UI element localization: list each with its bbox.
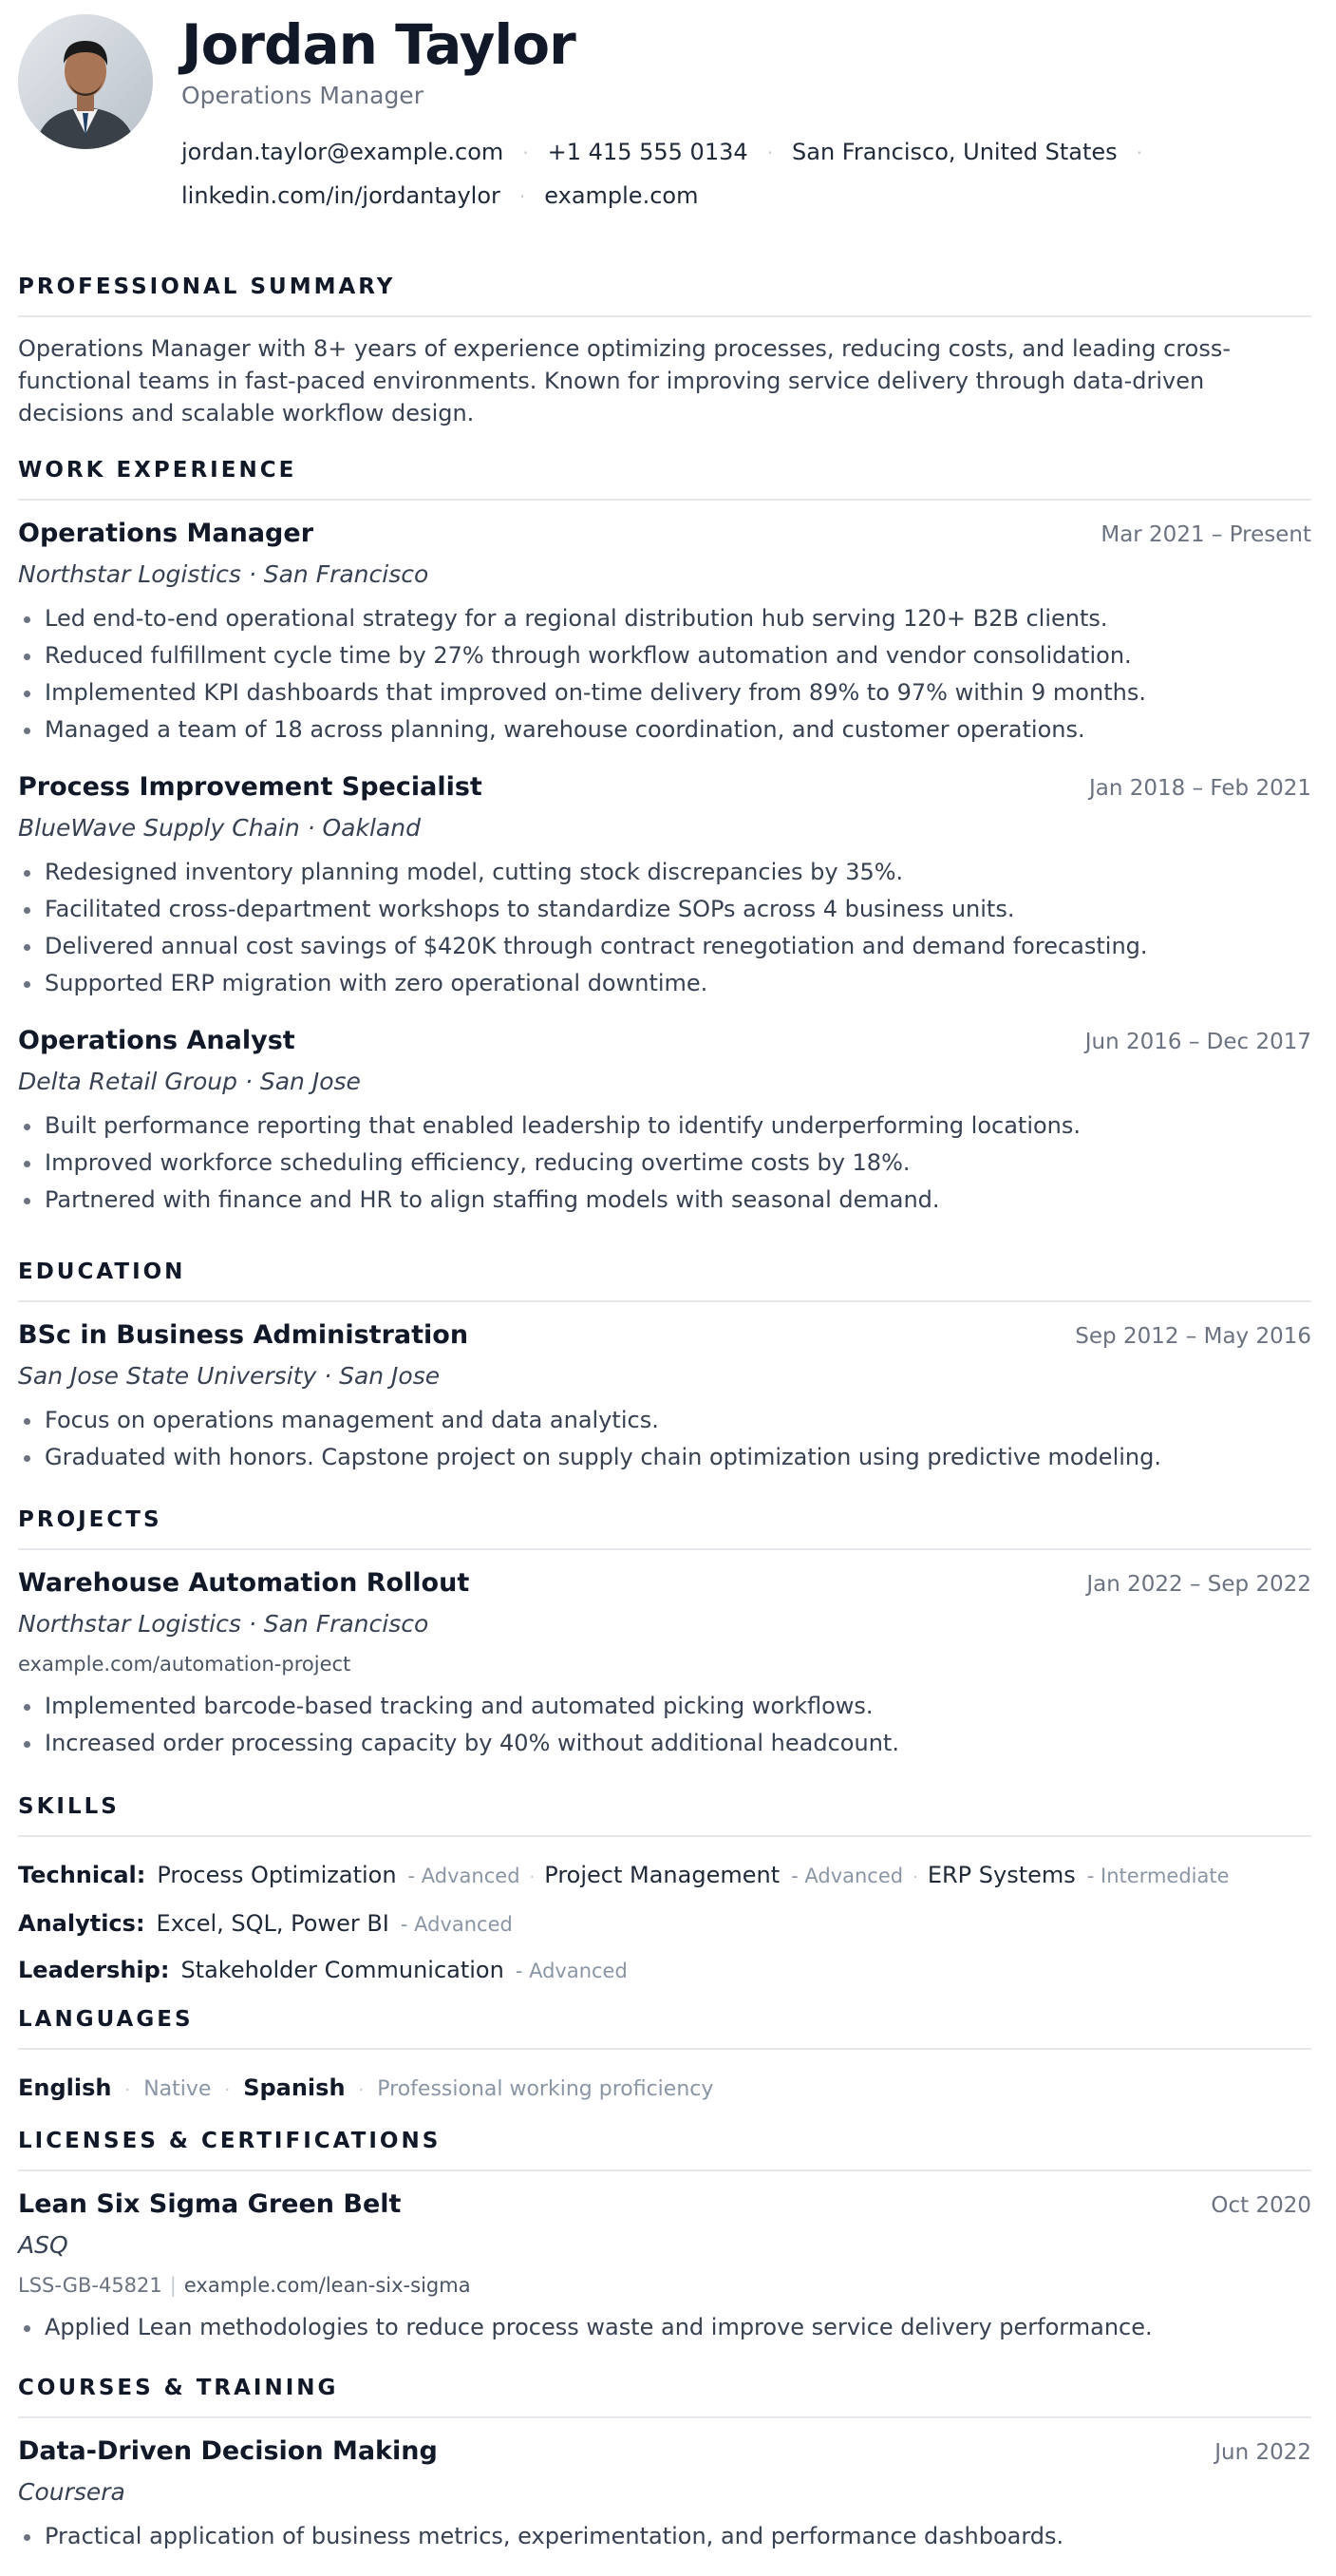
skill-name: Project Management [544,1862,781,1888]
job-company: BlueWave Supply Chain · Oakland [18,814,421,842]
certification-title: Lean Six Sigma Green Belt [18,2189,402,2219]
course-provider: Coursera [18,2478,125,2506]
certification-link[interactable]: example.com/lean-six-sigma [183,2274,471,2297]
language-separator: · [124,2080,131,2100]
education-entry [18,1317,1311,1476]
list-item: Supported ERP migration with zero operational downtime. [18,965,1311,1002]
job-title: Operations Manager [18,519,314,548]
avatar-photo [18,14,153,149]
experience-section [18,457,1311,1240]
contact-separator: · [766,142,773,164]
section-title: EDUCATION [18,1259,1311,1302]
list-item: Implemented KPI dashboards that improved on-time delivery from 89% to 97% within 9 months. [18,674,1311,711]
language-separator: · [224,2080,231,2100]
contact-separator: · [518,185,526,208]
skill-level: - Advanced [791,1865,904,1887]
meta-separator: | [169,2274,177,2297]
skill-separator: · [913,1867,918,1887]
list-item: Graduated with honors. Capstone project on supply chain optimization using predictive modeling. [18,1439,1311,1476]
summary-section [18,274,1311,429]
certification-id: LSS-GB-45821 [18,2274,162,2297]
section-title: PROFESSIONAL SUMMARY [18,274,1311,317]
section-title: WORK EXPERIENCE [18,457,1311,501]
language-level: Native [143,2077,212,2101]
contact-separator: · [1136,142,1143,164]
job-bullets [18,600,1311,748]
job-title: Process Improvement Specialist [18,772,482,802]
skill-row [18,1852,1311,1901]
skill-name: ERP Systems [927,1862,1076,1888]
languages-section [18,2006,1311,2113]
school-name: San Jose State University · San Jose [18,1362,441,1390]
skills-section [18,1793,1311,1994]
course-entry [18,2434,1311,2555]
list-item: Delivered annual cost savings of $420K through contract renegotiation and demand forecasting. [18,928,1311,965]
section-title: SKILLS [18,1793,1311,1837]
avatar [18,14,153,149]
certification-meta [18,2269,1311,2301]
list-item: Improved workforce scheduling efficiency, reducing overtime costs by 18%. [18,1145,1311,1182]
skill-category: Leadership: [18,1957,170,1983]
certification-entry [18,2187,1311,2346]
project-link[interactable]: example.com/automation-project [18,1653,351,1676]
job-date: Mar 2021 – Present [1101,522,1311,547]
project-title: Warehouse Automation Rollout [18,1568,470,1598]
certifications-section [18,2128,1311,2367]
skill-category: Technical: [18,1862,146,1888]
section-title: LANGUAGES [18,2006,1311,2050]
section-title: LICENSES & CERTIFICATIONS [18,2128,1311,2171]
skill-name: Excel, SQL, Power BI [156,1910,389,1937]
job-bullets [18,1108,1311,1219]
candidate-role: Operations Manager [181,82,423,109]
resume-header [18,0,1311,237]
list-item: Led end-to-end operational strategy for a regional distribution hub serving 120+ B2B clients. [18,600,1311,637]
skill-level: - Intermediate [1086,1865,1230,1887]
skill-level: - Advanced [515,1960,628,1982]
list-item: Practical application of business metrics, experimentation, and performance dashboards. [18,2518,1311,2555]
project-entry [18,1565,1311,1762]
job-date: Jun 2016 – Dec 2017 [1084,1030,1311,1054]
list-item: Facilitated cross-department workshops to standardize SOPs across 4 business units. [18,891,1311,928]
job-bullets [18,854,1311,1002]
list-item: Applied Lean methodologies to reduce process waste and improve service delivery performance. [18,2309,1311,2346]
list-item: Managed a team of 18 across planning, warehouse coordination, and customer operations. [18,711,1311,748]
course-date: Jun 2022 [1214,2440,1311,2465]
list-item: Reduced fulfillment cycle time by 27% through workflow automation and vendor consolidation. [18,637,1311,674]
course-title: Data-Driven Decision Making [18,2436,438,2466]
candidate-name: Jordan Taylor [181,12,575,77]
skill-name: Process Optimization [157,1862,397,1888]
skill-separator: · [529,1867,536,1887]
contact-separator: · [522,142,529,164]
job-company: Northstar Logistics · San Francisco [18,560,429,588]
skill-row [18,1901,1311,1947]
skill-category: Analytics: [18,1910,145,1937]
section-title: COURSES & TRAINING [18,2375,1311,2418]
skill-level: - Advanced [407,1865,520,1887]
project-org: Northstar Logistics · San Francisco [18,1610,429,1638]
list-item: Focus on operations management and data analytics. [18,1402,1311,1439]
list-item: Implemented barcode-based tracking and automated picking workflows. [18,1688,1311,1725]
header-text [181,0,1311,218]
language-separator: · [358,2080,365,2100]
skill-row [18,1947,1311,1994]
degree-title: BSc in Business Administration [18,1320,469,1350]
certification-issuer: ASQ [18,2231,68,2259]
list-item: Partnered with finance and HR to align staffing models with seasonal demand. [18,1182,1311,1219]
skill-name: Stakeholder Communication [180,1957,504,1983]
language-name: English [18,2074,112,2101]
degree-date: Sep 2012 – May 2016 [1075,1324,1311,1349]
language-row [18,2065,1311,2113]
education-bullets [18,1402,1311,1476]
course-bullets [18,2518,1311,2555]
project-bullets [18,1688,1311,1762]
contact-phone[interactable]: +1 415 555 0134 [547,139,748,165]
job-company: Delta Retail Group · San Jose [18,1068,361,1095]
contact-website[interactable]: example.com [544,182,699,209]
job-date: Jan 2018 – Feb 2021 [1089,776,1311,801]
courses-section [18,2375,1311,2576]
list-item: Redesigned inventory planning model, cutting stock discrepancies by 35%. [18,854,1311,891]
experience-entry [18,516,1311,748]
language-name: Spanish [243,2074,346,2101]
summary-text: Operations Manager with 8+ years of experience optimizing processes, reducing costs, and leading cross-functional teams in fast-paced environments. Known for improving service delivery through data-driven decisions and scalable workflow design. [18,335,1232,426]
contact-list [181,131,1178,218]
education-section [18,1259,1311,1497]
language-level: Professional working proficiency [377,2077,714,2101]
contact-location: San Francisco, United States [792,139,1118,165]
section-title: PROJECTS [18,1506,1311,1550]
list-item: Increased order processing capacity by 40% without additional headcount. [18,1725,1311,1762]
certification-date: Oct 2020 [1211,2193,1311,2218]
skill-level: - Advanced [400,1913,513,1936]
list-item: Built performance reporting that enabled leadership to identify underperforming locations. [18,1108,1311,1145]
projects-section [18,1506,1311,1783]
certification-bullets [18,2309,1311,2346]
experience-entry [18,769,1311,1002]
contact-email[interactable]: jordan.taylor@example.com [181,139,504,165]
resume-page [18,0,1311,2549]
job-title: Operations Analyst [18,1026,295,1055]
project-date: Jan 2022 – Sep 2022 [1086,1572,1311,1597]
contact-linkedin[interactable]: linkedin.com/in/jordantaylor [181,182,500,209]
experience-entry [18,1023,1311,1219]
